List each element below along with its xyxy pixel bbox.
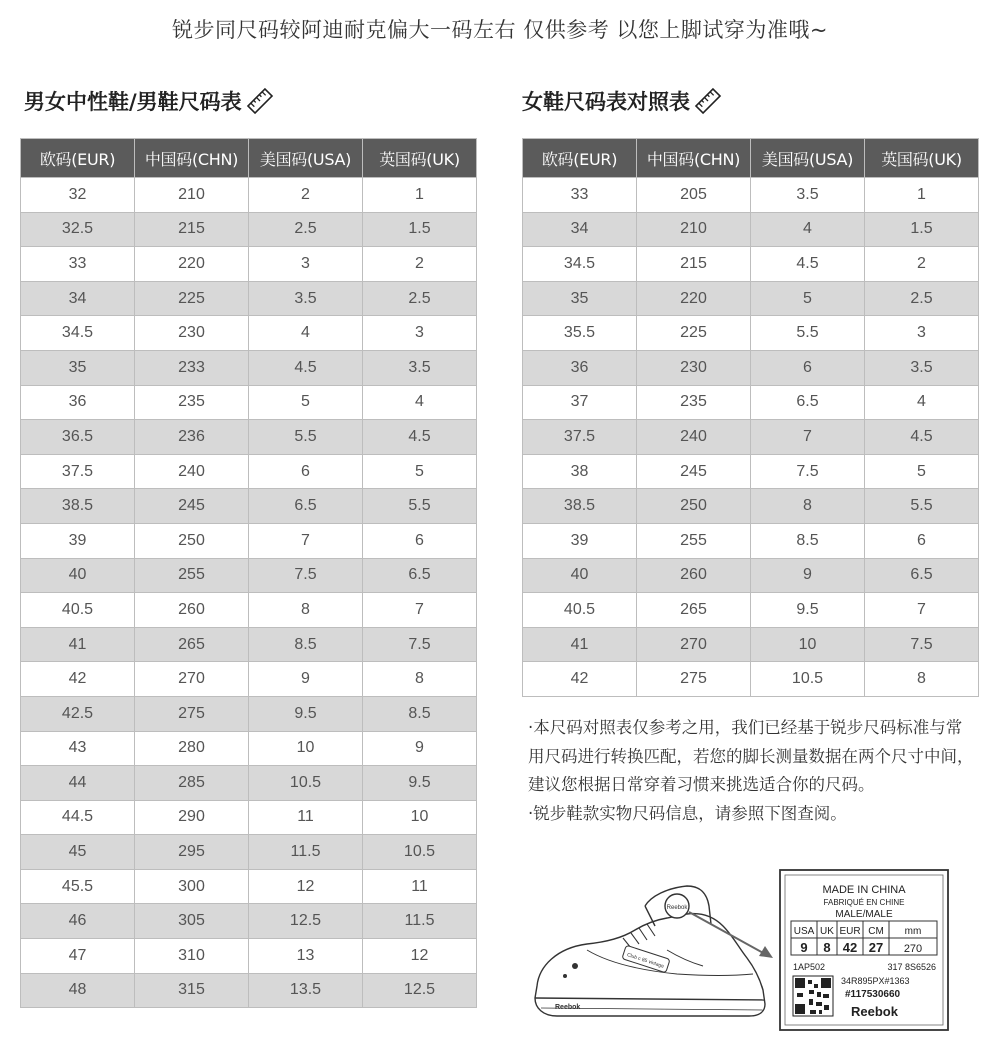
size-cell: 5 — [865, 454, 979, 489]
column-header: 美国码(USA) — [249, 139, 363, 178]
table-row — [21, 904, 477, 939]
table-row — [21, 489, 477, 524]
size-cell: 285 — [135, 766, 249, 801]
size-cell: 40.5 — [21, 593, 135, 628]
size-cell: 220 — [637, 281, 751, 316]
size-cell: 215 — [135, 212, 249, 247]
table-row — [523, 212, 979, 247]
label-code: 34R895PX#1363 — [841, 976, 910, 986]
size-cell: 7.5 — [865, 627, 979, 662]
size-cell: 45.5 — [21, 869, 135, 904]
table-row — [21, 662, 477, 697]
size-cell: 5 — [751, 281, 865, 316]
table-row — [523, 662, 979, 697]
size-cell: 39 — [523, 523, 637, 558]
qr-code-icon — [793, 976, 833, 1016]
size-cell: 33 — [523, 178, 637, 213]
size-cell: 8.5 — [363, 696, 477, 731]
size-cell: 10 — [249, 731, 363, 766]
size-cell: 3 — [865, 316, 979, 351]
size-cell: 37.5 — [21, 454, 135, 489]
size-cell: 40.5 — [523, 593, 637, 628]
size-cell: 46 — [21, 904, 135, 939]
size-cell: 11.5 — [249, 835, 363, 870]
size-cell: 42 — [523, 662, 637, 697]
size-cell: 265 — [135, 627, 249, 662]
label-value: 9 — [800, 940, 808, 955]
size-cell: 10 — [363, 800, 477, 835]
size-cell: 11 — [249, 800, 363, 835]
size-cell: 236 — [135, 420, 249, 455]
size-cell: 210 — [135, 178, 249, 213]
note-text: ·锐步鞋款实物尺码信息，请参照下图查阅。 — [528, 803, 847, 823]
size-cell: 225 — [637, 316, 751, 351]
size-cell: 4.5 — [865, 420, 979, 455]
size-cell: 5 — [249, 385, 363, 420]
size-cell: 2.5 — [865, 281, 979, 316]
label-header: USA — [793, 926, 815, 937]
size-cell: 38.5 — [523, 489, 637, 524]
size-cell: 4 — [865, 385, 979, 420]
table-row — [523, 593, 979, 628]
men-size-header-row — [21, 139, 477, 178]
size-cell: 225 — [135, 281, 249, 316]
table-row — [21, 316, 477, 351]
table-row — [21, 212, 477, 247]
size-cell: 38.5 — [21, 489, 135, 524]
men-size-title-text: 男女中性鞋/男鞋尺码表 — [24, 90, 242, 114]
size-cell: 9 — [249, 662, 363, 697]
table-row — [523, 489, 979, 524]
size-cell: 10.5 — [751, 662, 865, 697]
size-cell: 37.5 — [523, 420, 637, 455]
size-cell: 44 — [21, 766, 135, 801]
size-cell: 5.5 — [363, 489, 477, 524]
size-cell: 1.5 — [363, 212, 477, 247]
size-cell: 4.5 — [249, 350, 363, 385]
size-cell: 6 — [751, 350, 865, 385]
men-size-title — [24, 86, 274, 116]
size-cell: 6.5 — [363, 558, 477, 593]
size-cell: 45 — [21, 835, 135, 870]
size-cell: 3.5 — [751, 178, 865, 213]
women-size-title-text: 女鞋尺码表对照表 — [522, 90, 690, 114]
size-cell: 5.5 — [865, 489, 979, 524]
column-header: 中国码(CHN) — [135, 139, 249, 178]
size-cell: 44.5 — [21, 800, 135, 835]
size-cell: 6.5 — [249, 489, 363, 524]
size-cell: 12.5 — [249, 904, 363, 939]
size-cell: 42.5 — [21, 696, 135, 731]
column-header: 欧码(EUR) — [21, 139, 135, 178]
size-cell: 42 — [21, 662, 135, 697]
label-header: mm — [904, 926, 922, 937]
size-cell: 11.5 — [363, 904, 477, 939]
size-cell: 40 — [21, 558, 135, 593]
size-cell: 4.5 — [751, 247, 865, 282]
size-cell: 40 — [523, 558, 637, 593]
table-row — [21, 973, 477, 1008]
size-cell: 280 — [135, 731, 249, 766]
label-line: MADE IN CHINA — [822, 884, 906, 896]
size-cell: 8.5 — [751, 523, 865, 558]
size-cell: 290 — [135, 800, 249, 835]
size-cell: 6.5 — [751, 385, 865, 420]
size-cell: 230 — [637, 350, 751, 385]
size-cell: 1 — [865, 178, 979, 213]
size-cell: 7 — [865, 593, 979, 628]
label-code: 1AP502 — [793, 962, 826, 972]
men-size-table — [20, 138, 477, 1008]
label-line: FABRIQUÉ EN CHINE — [823, 898, 905, 907]
label-value: 270 — [903, 943, 923, 955]
label-line: MALE/MALE — [835, 909, 893, 920]
table-row — [523, 281, 979, 316]
size-cell: 3.5 — [249, 281, 363, 316]
size-cell: 2 — [363, 247, 477, 282]
size-cell: 230 — [135, 316, 249, 351]
size-cell: 8 — [249, 593, 363, 628]
size-cell: 43 — [21, 731, 135, 766]
size-cell: 39 — [21, 523, 135, 558]
heel-brand-text: Reebok — [555, 1004, 581, 1011]
size-cell: 5.5 — [751, 316, 865, 351]
size-cell: 8 — [751, 489, 865, 524]
column-header: 欧码(EUR) — [523, 139, 637, 178]
size-cell: 7 — [249, 523, 363, 558]
arrow-icon — [689, 912, 773, 958]
size-cell: 4 — [249, 316, 363, 351]
table-row — [523, 247, 979, 282]
size-cell: 10.5 — [249, 766, 363, 801]
size-cell: 270 — [637, 627, 751, 662]
size-cell: 6 — [249, 454, 363, 489]
size-cell: 310 — [135, 939, 249, 974]
label-header: CM — [868, 926, 884, 937]
size-cell: 34 — [523, 212, 637, 247]
label-code: #117530660 — [845, 989, 901, 1000]
women-size-title — [522, 86, 722, 116]
size-cell: 6 — [865, 523, 979, 558]
table-row — [21, 869, 477, 904]
tongue-label — [665, 894, 689, 918]
table-row — [21, 939, 477, 974]
table-row — [523, 558, 979, 593]
column-header: 中国码(CHN) — [637, 139, 751, 178]
size-cell: 3 — [363, 316, 477, 351]
size-cell: 260 — [637, 558, 751, 593]
size-cell: 12 — [249, 869, 363, 904]
size-cell: 32.5 — [21, 212, 135, 247]
size-cell: 13 — [249, 939, 363, 974]
size-cell: 245 — [637, 454, 751, 489]
size-cell: 7 — [751, 420, 865, 455]
size-cell: 48 — [21, 973, 135, 1008]
size-cell: 255 — [637, 523, 751, 558]
size-cell: 210 — [637, 212, 751, 247]
table-row — [523, 627, 979, 662]
size-cell: 300 — [135, 869, 249, 904]
table-row — [21, 800, 477, 835]
table-row — [523, 350, 979, 385]
table-row — [523, 420, 979, 455]
size-cell: 35 — [21, 350, 135, 385]
size-cell: 3 — [249, 247, 363, 282]
size-cell: 10.5 — [363, 835, 477, 870]
table-row — [21, 350, 477, 385]
label-value: 27 — [868, 940, 884, 955]
size-cell: 295 — [135, 835, 249, 870]
size-cell: 240 — [637, 420, 751, 455]
size-cell: 10 — [751, 627, 865, 662]
size-cell: 2.5 — [249, 212, 363, 247]
table-row — [21, 696, 477, 731]
size-cell: 3.5 — [865, 350, 979, 385]
size-cell: 1 — [363, 178, 477, 213]
size-cell: 265 — [637, 593, 751, 628]
table-row — [523, 454, 979, 489]
size-cell: 35.5 — [523, 316, 637, 351]
size-cell: 47 — [21, 939, 135, 974]
shoe-size-label-illustration — [527, 866, 977, 1038]
size-label — [780, 870, 948, 1030]
table-row — [21, 731, 477, 766]
size-cell: 6 — [363, 523, 477, 558]
size-cell: 205 — [637, 178, 751, 213]
size-cell: 1.5 — [865, 212, 979, 247]
size-cell: 32 — [21, 178, 135, 213]
table-row — [21, 454, 477, 489]
size-cell: 2.5 — [363, 281, 477, 316]
size-cell: 5 — [363, 454, 477, 489]
size-cell: 233 — [135, 350, 249, 385]
size-cell: 37 — [523, 385, 637, 420]
tongue-label-text: Reebok — [666, 905, 688, 911]
table-row — [523, 523, 979, 558]
table-row — [21, 178, 477, 213]
size-cell: 4.5 — [363, 420, 477, 455]
ruler-icon — [694, 87, 722, 115]
size-cell: 2 — [249, 178, 363, 213]
size-cell: 36 — [523, 350, 637, 385]
size-cell: 2 — [865, 247, 979, 282]
table-row — [21, 835, 477, 870]
table-row — [21, 247, 477, 282]
label-value: 42 — [842, 940, 858, 955]
table-row — [21, 627, 477, 662]
label-header: EUR — [839, 926, 861, 937]
column-header: 英国码(UK) — [865, 139, 979, 178]
size-cell: 5.5 — [249, 420, 363, 455]
table-row — [21, 420, 477, 455]
table-row — [21, 593, 477, 628]
table-row — [523, 385, 979, 420]
size-cell: 220 — [135, 247, 249, 282]
size-cell: 13.5 — [249, 973, 363, 1008]
size-cell: 34 — [21, 281, 135, 316]
label-brand: Reebok — [851, 1004, 898, 1019]
size-cell: 36.5 — [21, 420, 135, 455]
size-cell: 305 — [135, 904, 249, 939]
size-cell: 315 — [135, 973, 249, 1008]
size-cell: 36 — [21, 385, 135, 420]
women-size-header-row — [523, 139, 979, 178]
table-row — [21, 523, 477, 558]
size-cell: 12.5 — [363, 973, 477, 1008]
size-cell: 4 — [751, 212, 865, 247]
women-size-table — [522, 138, 979, 697]
size-cell: 4 — [363, 385, 477, 420]
size-cell: 33 — [21, 247, 135, 282]
label-code: 317 8S6526 — [887, 962, 936, 972]
size-cell: 250 — [637, 489, 751, 524]
label-value: 8 — [823, 940, 831, 955]
size-cell: 35 — [523, 281, 637, 316]
table-row — [21, 385, 477, 420]
size-cell: 11 — [363, 869, 477, 904]
ruler-icon — [246, 87, 274, 115]
size-cell: 275 — [135, 696, 249, 731]
size-cell: 38 — [523, 454, 637, 489]
column-header: 英国码(UK) — [363, 139, 477, 178]
size-cell: 8 — [363, 662, 477, 697]
size-cell: 240 — [135, 454, 249, 489]
size-cell: 12 — [363, 939, 477, 974]
size-cell: 7.5 — [249, 558, 363, 593]
column-header: 美国码(USA) — [751, 139, 865, 178]
side-badge — [622, 945, 670, 973]
size-cell: 7.5 — [363, 627, 477, 662]
size-cell: 7.5 — [751, 454, 865, 489]
size-cell: 9 — [363, 731, 477, 766]
table-row — [523, 178, 979, 213]
size-cell: 34.5 — [523, 247, 637, 282]
size-cell: 9.5 — [363, 766, 477, 801]
header-note: 锐步同尺码较阿迪耐克偏大一码左右 仅供参考 以您上脚试穿为准哦~ — [172, 18, 828, 42]
size-cell: 245 — [135, 489, 249, 524]
size-cell: 235 — [135, 385, 249, 420]
size-cell: 8.5 — [249, 627, 363, 662]
table-row — [21, 281, 477, 316]
size-cell: 250 — [135, 523, 249, 558]
size-cell: 8 — [865, 662, 979, 697]
table-row — [21, 766, 477, 801]
side-badge-text: Club c 85 vintage — [626, 952, 665, 970]
size-cell: 9.5 — [249, 696, 363, 731]
size-cell: 9.5 — [751, 593, 865, 628]
table-row — [523, 316, 979, 351]
size-notes — [528, 714, 978, 828]
size-cell: 9 — [751, 558, 865, 593]
size-cell: 275 — [637, 662, 751, 697]
size-cell: 215 — [637, 247, 751, 282]
size-cell: 41 — [21, 627, 135, 662]
sneaker-drawing — [535, 886, 765, 1016]
size-cell: 6.5 — [865, 558, 979, 593]
label-header: UK — [820, 926, 834, 937]
size-cell: 34.5 — [21, 316, 135, 351]
table-row — [21, 558, 477, 593]
size-cell: 235 — [637, 385, 751, 420]
size-cell: 270 — [135, 662, 249, 697]
size-cell: 255 — [135, 558, 249, 593]
size-cell: 260 — [135, 593, 249, 628]
size-cell: 41 — [523, 627, 637, 662]
size-cell: 3.5 — [363, 350, 477, 385]
note-text: ·本尺码对照表仅参考之用，我们已经基于锐步尺码标准与常用尺码进行转换匹配，若您的脚长测量数据在两个尺寸中间，建议您根据日常穿着习惯来挑选适合你的尺码。 — [528, 718, 974, 794]
size-cell: 7 — [363, 593, 477, 628]
